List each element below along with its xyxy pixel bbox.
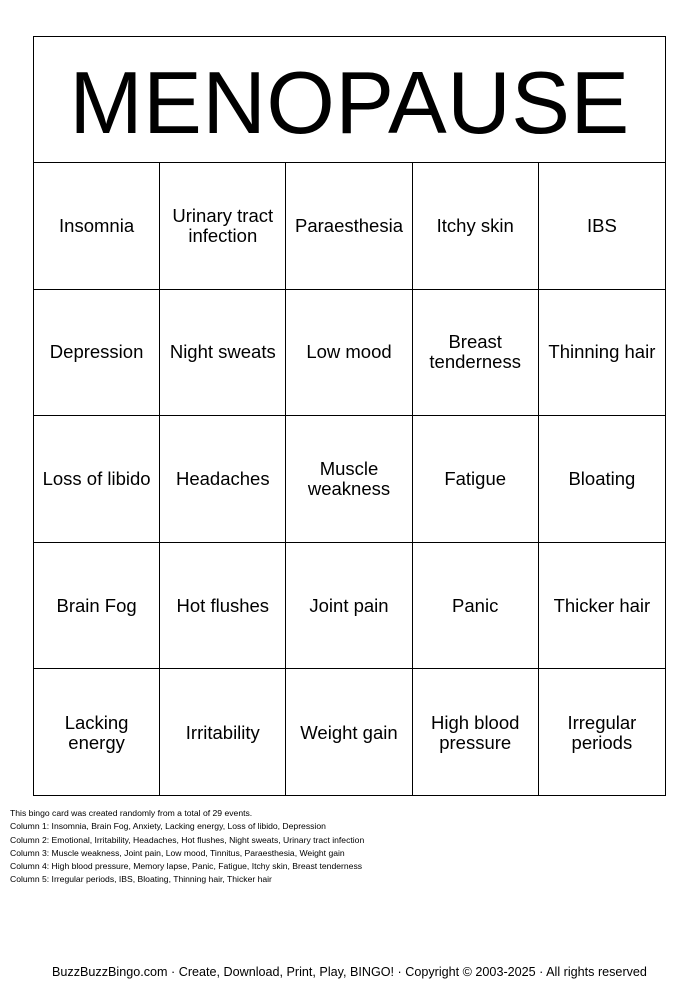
bingo-cell: Joint pain [286, 543, 412, 670]
bingo-cell: Muscle weakness [286, 416, 412, 543]
bingo-cell: Low mood [286, 290, 412, 417]
bingo-cell: Brain Fog [34, 543, 160, 670]
bingo-grid [34, 163, 665, 796]
title-row [34, 37, 665, 163]
card-title: MENOPAUSE [69, 52, 630, 152]
bingo-cell: IBS [539, 163, 665, 290]
bingo-cell: Thicker hair [539, 543, 665, 670]
bingo-cell: Itchy skin [413, 163, 539, 290]
page-footer: BuzzBuzzBingo.com · Create, Download, Print, Play, BINGO! · Copyright © 2003-2025 · All rights reserved [52, 965, 647, 979]
card-notes [10, 807, 364, 887]
bingo-cell: Lacking energy [34, 669, 160, 796]
bingo-cell: Night sweats [160, 290, 286, 417]
bingo-cell: High blood pressure [413, 669, 539, 796]
notes-column-1: Column 1: Insomnia, Brain Fog, Anxiety, Lacking energy, Loss of libido, Depression [10, 821, 326, 832]
notes-column-3: Column 3: Muscle weakness, Joint pain, Low mood, Tinnitus, Paraesthesia, Weight gain [10, 847, 345, 858]
bingo-cell: Hot flushes [160, 543, 286, 670]
notes-summary: This bingo card was created randomly from a total of 29 events. [10, 808, 253, 818]
bingo-cell: Weight gain [286, 669, 412, 796]
bingo-cell: Depression [34, 290, 160, 417]
bingo-cell: Paraesthesia [286, 163, 412, 290]
notes-column-4: Column 4: High blood pressure, Memory lapse, Panic, Fatigue, Itchy skin, Breast tenderness [10, 861, 363, 872]
bingo-cell: Urinary tract infection [160, 163, 286, 290]
bingo-cell: Panic [413, 543, 539, 670]
bingo-cell: Insomnia [34, 163, 160, 290]
bingo-cell: Fatigue [413, 416, 539, 543]
bingo-cell: Headaches [160, 416, 286, 543]
bingo-cell: Loss of libido [34, 416, 160, 543]
bingo-card [33, 36, 666, 796]
bingo-cell: Thinning hair [539, 290, 665, 417]
bingo-cell: Irregular periods [567, 711, 637, 753]
bingo-cell: Irritability [160, 669, 286, 796]
notes-column-5: Column 5: Irregular periods, IBS, Bloating, Thinning hair, Thicker hair [10, 874, 272, 885]
notes-column-2: Column 2: Emotional, Irritability, Headaches, Hot flushes, Night sweats, Urinary tract infection [10, 834, 365, 845]
bingo-cell: Bloating [539, 416, 665, 543]
bingo-cell: Breast tenderness [413, 290, 539, 417]
